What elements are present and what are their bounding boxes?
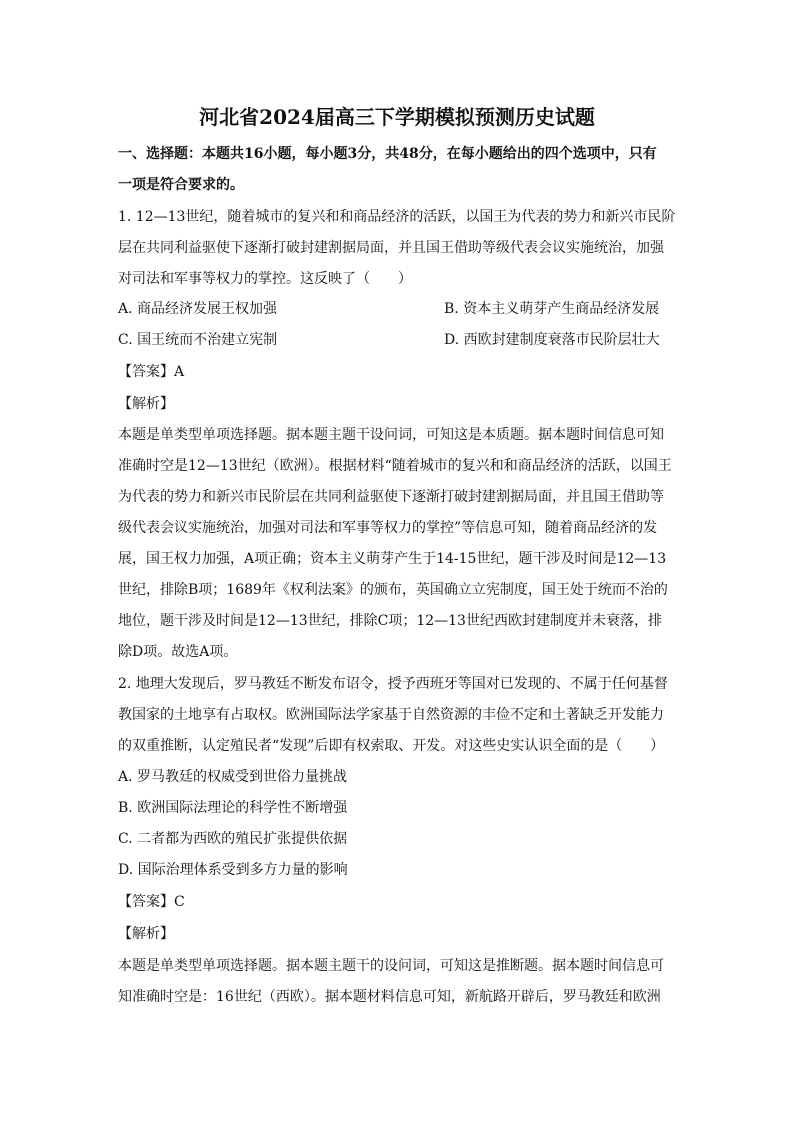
q2-stem-line-2: 教国家的土地享有占取权。欧洲国际法学家基于自然资源的丰俭不定和土著缺乏开发能力 bbox=[118, 707, 664, 723]
q1-option-c: C. 国王统而不治建立宪制 bbox=[118, 332, 278, 348]
q1-analysis-line-6: 世纪，排除B项；1689年《权利法案》的颁布，英国确立立宪制度，国王处于统而不治的 bbox=[118, 582, 668, 598]
q1-option-a: A. 商品经济发展王权加强 bbox=[118, 301, 278, 317]
q1-analysis-line-5: 展，国王权力加强，A项正确；资本主义萌芽产生于14-15世纪，题干涉及时间是12—13 bbox=[118, 551, 667, 567]
q2-stem-line-1: 2. 地理大发现后，罗马教廷不断发布诏令，授予西班牙等国对已发现的、不属于任何基督 bbox=[118, 676, 668, 692]
q1-analysis-line-3: 为代表的势力和新兴市民阶层在共同利益驱使下逐渐打破封建割据局面，并且国王借助等 bbox=[118, 489, 664, 505]
section-header-line-1: 一、选择题：本题共16小题，每小题3分，共48分，在每小题给出的四个选项中，只有 bbox=[118, 146, 657, 162]
q2-option-c: C. 二者都为西欧的殖民扩张提供依据 bbox=[118, 831, 348, 847]
q1-option-b: B. 资本主义萌芽产生商品经济发展 bbox=[444, 301, 660, 317]
q2-option-a: A. 罗马教廷的权威受到世俗力量挑战 bbox=[118, 769, 348, 785]
q2-stem-line-3: 的双重推断，认定殖民者“发现”后即有权索取、开发。对这些史实认识全面的是（ ） bbox=[118, 738, 665, 754]
q1-analysis-line-1: 本题是单类型单项选择题。据本题主题干设问词，可知这是本质题。据本题时间信息可知 bbox=[118, 427, 664, 443]
q1-stem-line-3: 对司法和军事等权力的掌控。这反映了（ ） bbox=[118, 271, 412, 287]
q2-analysis-line-2: 知准确时空是：16世纪（西欧）。据本题材料信息可知，新航路开辟后，罗马教廷和欧洲 bbox=[118, 989, 661, 1005]
q2-option-b: B. 欧洲国际法理论的科学性不断增强 bbox=[118, 800, 348, 816]
q1-analysis-line-2: 准确时空是12—13世纪（欧洲）。根据材料“随着城市的复兴和和商品经济的活跃，以国王 bbox=[118, 458, 672, 474]
q2-option-d: D. 国际治理体系受到多方力量的影响 bbox=[118, 862, 348, 878]
q1-analysis-label: 【解析】 bbox=[118, 396, 174, 412]
q1-analysis-line-8: 除D项。故选A项。 bbox=[118, 644, 238, 660]
q1-analysis-line-4: 级代表会议实施统治，加强对司法和军事等权力的掌控”等信息可知，随着商品经济的发 bbox=[118, 520, 658, 536]
page-title: 河北省2024届高三下学期模拟预测历史试题 bbox=[199, 105, 595, 129]
section-header-line-2: 一项是符合要求的。 bbox=[118, 177, 244, 193]
q2-analysis-label: 【解析】 bbox=[118, 926, 174, 942]
q1-analysis-line-7: 地位，题干涉及时间是12—13世纪，排除C项；12—13世纪西欧封建制度并未衰落，排 bbox=[118, 613, 662, 629]
q1-stem-line-2: 层在共同利益驱使下逐渐打破封建割据局面，并且国王借助等级代表会议实施统治，加强 bbox=[118, 240, 664, 256]
q2-analysis-line-1: 本题是单类型单项选择题。据本题主题干的设问词，可知这是推断题。据本题时间信息可 bbox=[118, 958, 664, 974]
q2-answer: 【答案】C bbox=[118, 894, 185, 910]
q1-option-d: D. 西欧封建制度衰落市民阶层壮大 bbox=[444, 332, 660, 348]
q1-stem-line-1: 1. 12—13世纪，随着城市的复兴和和商品经济的活跃，以国王为代表的势力和新兴市民阶 bbox=[118, 209, 676, 225]
q1-answer: 【答案】A bbox=[118, 364, 185, 380]
